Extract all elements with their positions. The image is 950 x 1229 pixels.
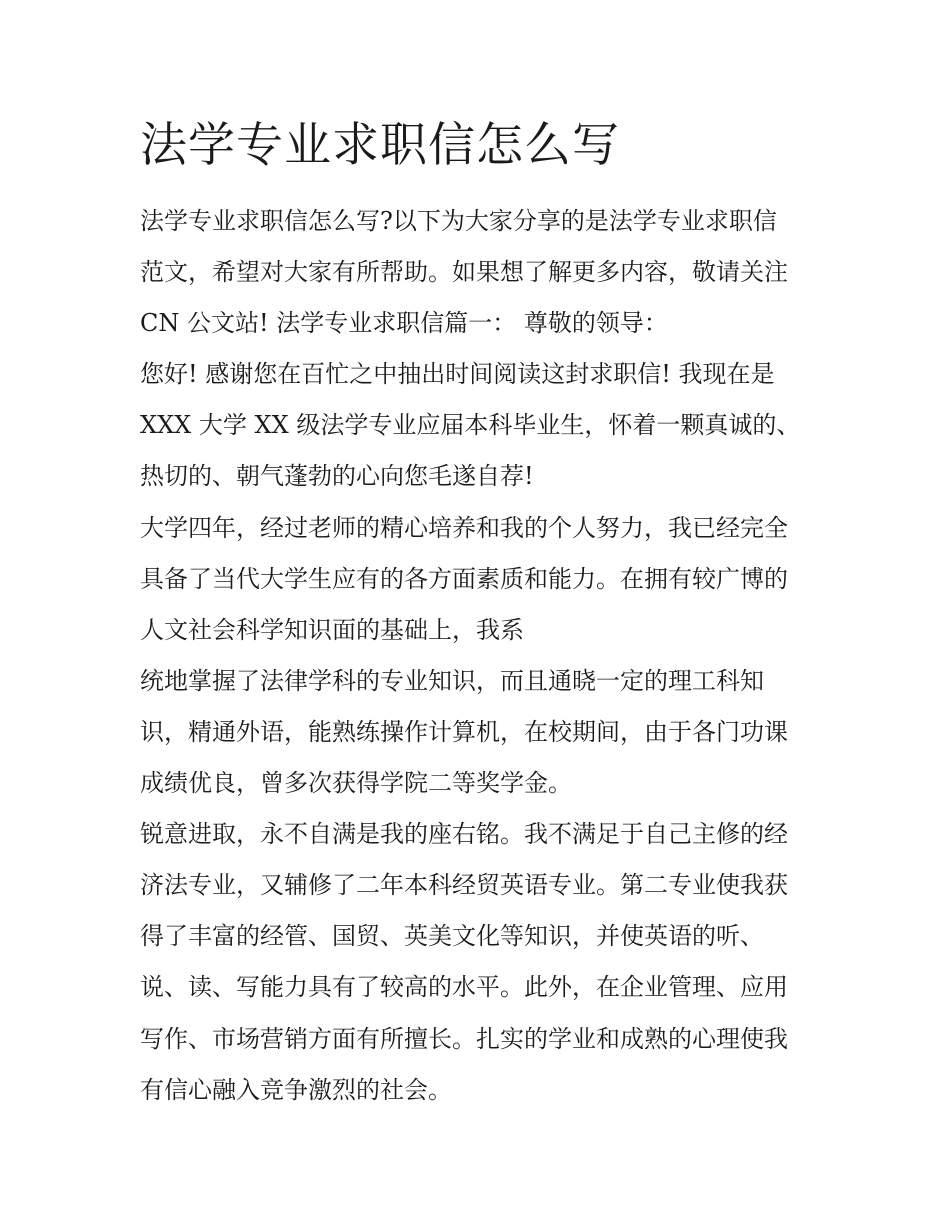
body-line: 得了丰富的经管、国贸、英美文化等知识，并使英语的听、 — [140, 922, 764, 951]
body-line: 大学四年，经过老师的精心培养和我的个人努力，我已经完全 — [140, 513, 788, 542]
body-line: 您好! 感谢您在百忙之中抽出时间阅读这封求职信! 我现在是 — [140, 360, 775, 389]
document-body — [140, 196, 830, 1116]
body-line: 济法专业，又辅修了二年本科经贸英语专业。第二专业使我获 — [140, 871, 788, 900]
body-line: 说、读、写能力具有了较高的水平。此外，在企业管理、应用 — [140, 973, 788, 1002]
body-line: 统地掌握了法律学科的专业知识，而且通晓一定的理工科知 — [140, 666, 764, 695]
body-line: CN 公文站! 法学专业求职信篇一： 尊敬的领导： — [140, 309, 668, 338]
body-line: 法学专业求职信怎么写?以下为大家分享的是法学专业求职信 — [140, 207, 777, 235]
body-line: 识，精通外语，能熟练操作计算机，在校期间，由于各门功课 — [140, 717, 788, 746]
document-title: 法学专业求职信怎么写 — [140, 118, 620, 173]
body-line: 热切的、朝气蓬勃的心向您毛遂自荐! — [140, 462, 534, 491]
body-line: 具备了当代大学生应有的各方面素质和能力。在拥有较广博的 — [140, 564, 788, 593]
body-line: 范文，希望对大家有所帮助。如果想了解更多内容，敬请关注 — [140, 258, 788, 287]
body-line: 人文社会科学知识面的基础上，我系 — [140, 615, 524, 644]
body-line: XXX 大学 XX 级法学专业应届本科毕业生，怀着一颗真诚的、 — [140, 411, 801, 440]
body-line: 锐意进取，永不自满是我的座右铭。我不满足于自己主修的经 — [140, 820, 788, 849]
body-line: 写作、市场营销方面有所擅长。扎实的学业和成熟的心理使我 — [140, 1024, 788, 1053]
body-line: 有信心融入竞争激烈的社会。 — [140, 1075, 452, 1104]
body-line: 成绩优良，曾多次获得学院二等奖学金。 — [140, 769, 572, 798]
